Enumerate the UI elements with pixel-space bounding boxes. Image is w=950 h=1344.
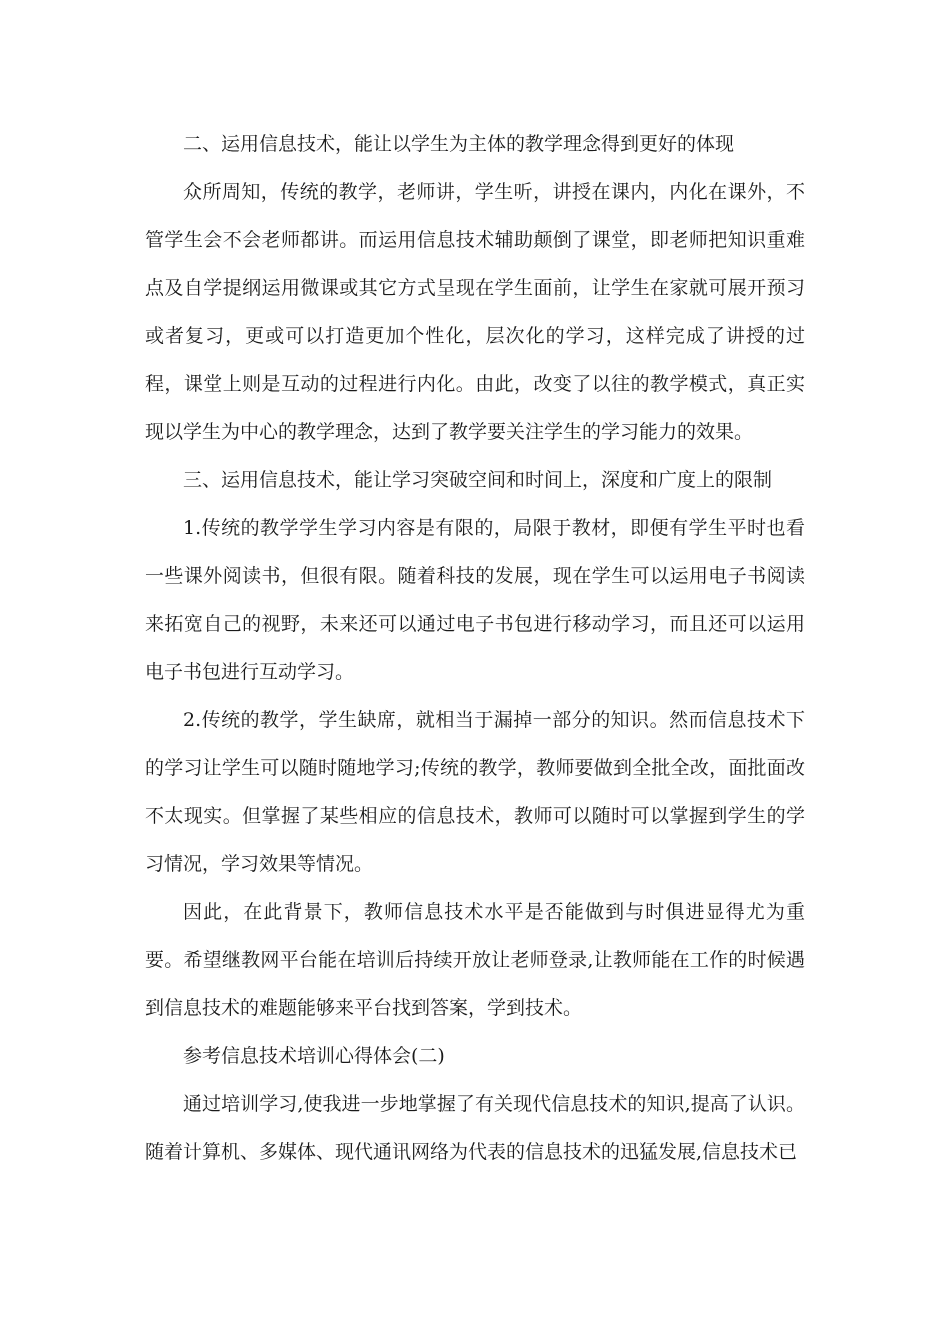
section-heading-2: 二、运用信息技术，能让以学生为主体的教学理念得到更好的体现 (183, 133, 735, 155)
paragraph-point-2: 2.传统的教学，学生缺席，就相当于漏掉一部分的知识。然而信息技术下的学习让学生可以随时随地学习;传统的教学，教师要做到全批全改，面批面改不太现实。但掌握了某些相应的信息技术，教师可以随时可以掌握到学生的学习情况，学习效果等情况。 (145, 709, 805, 875)
article-title-2: 参考信息技术培训心得体会(二) (183, 1045, 445, 1067)
paragraph-flipped-classroom: 众所周知，传统的教学，老师讲，学生听，讲授在课内，内化在课外，不管学生会不会老师都讲。而运用信息技术辅助颠倒了课堂，即老师把知识重难点及自学提纲运用微课或其它方式呈现在学生面前，让学生在家就可展开预习或者复习，更或可以打造更加个性化，层次化的学习，这样完成了讲授的过程，课堂上则是互动的过程进行内化。由此，改变了以往的教学模式，真正实现以学生为中心的教学理念，达到了教学要关注学生的学习能力的效果。 (145, 181, 805, 443)
paragraph-point-1: 1.传统的教学学生学习内容是有限的，局限于教材，即便有学生平时也看一些课外阅读书，但很有限。随着科技的发展，现在学生可以运用电子书阅读来拓宽自己的视野，未来还可以通过电子书包进行移动学习，而且还可以运用电子书包进行互动学习。 (145, 517, 805, 683)
paragraph-intro-2: 通过培训学习,使我进一步地掌握了有关现代信息技术的知识,提高了认识。随着计算机、多媒体、现代通讯网络为代表的信息技术的迅猛发展,信息技术已 (145, 1093, 805, 1163)
paragraph-conclusion: 因此，在此背景下，教师信息技术水平是否能做到与时俱进显得尤为重要。希望继教网平台能在培训后持续开放让老师登录,让教师能在工作的时候遇到信息技术的难题能够来平台找到答案，学到技术。 (145, 901, 805, 1019)
section-heading-3: 三、运用信息技术，能让学习突破空间和时间上，深度和广度上的限制 (183, 469, 773, 491)
document-page (145, 120, 805, 1176)
